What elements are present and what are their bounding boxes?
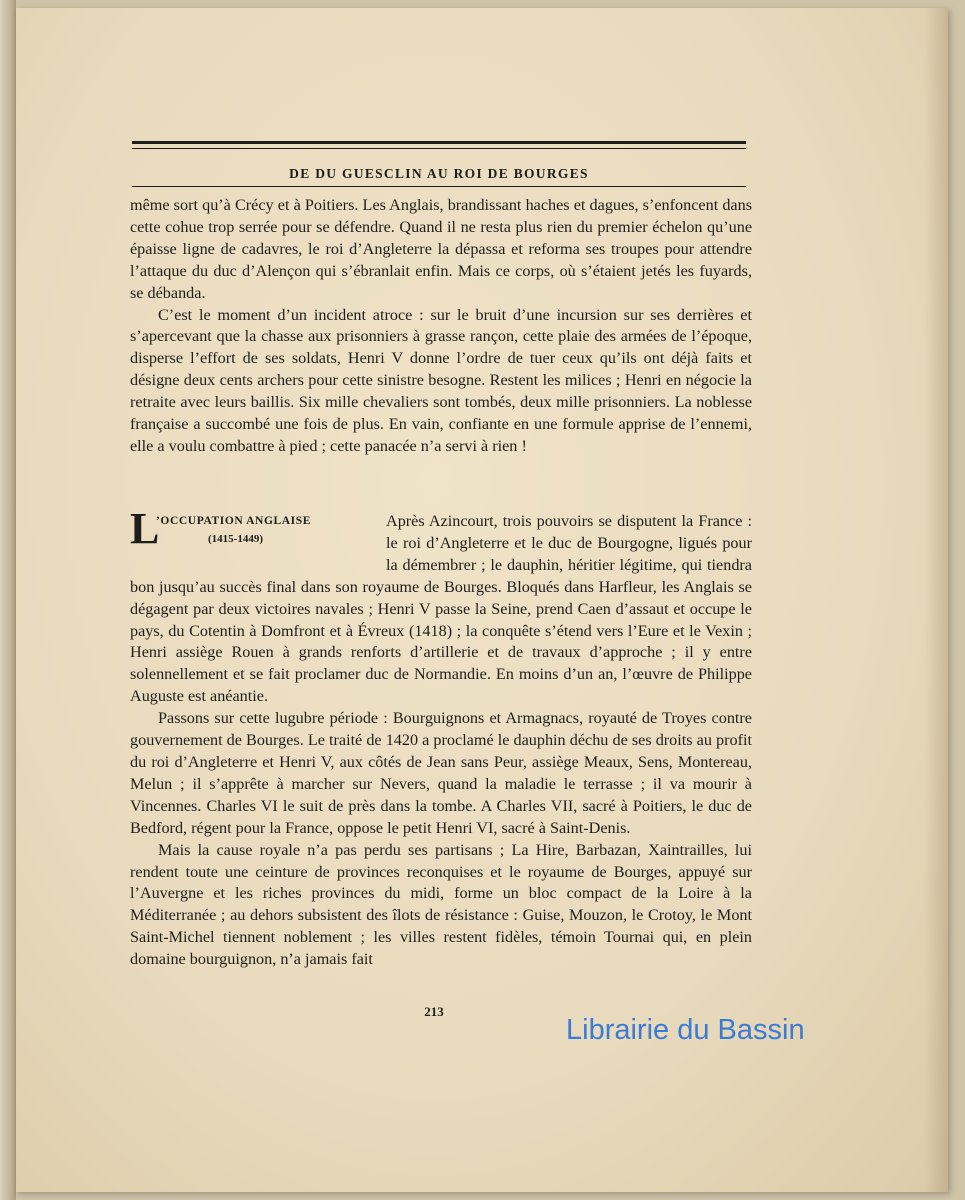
drop-cap: L — [130, 504, 160, 553]
book-page — [16, 8, 948, 1192]
section-dates: (1415-1449) — [208, 533, 263, 545]
paragraph: même sort qu’à Crécy et à Poitiers. Les Anglais, brandissant haches et dagues, s’enfoncent dans cette cohue trop serrée pour se défendre. Quand il ne resta plus rien du premier échelon qu’une épaisse ligne de cadavres, le roi d’Angleterre la dépassa et reforma ses troupes pour attendre l’attaque du duc d’Alençon qui s’ébranlait enfin. Mais ce corps, où s’étaient jetés les fuyards, se débanda. — [130, 196, 752, 302]
paragraph: Après Azincourt, trois pouvoirs se disputent la France : le roi d’Angleterre et le duc de Bourgogne, ligués pour la démembrer ; le dauphin, héritier légitime, qui tiendra bon jusqu’au succès final dans son royaume de Bourges. Bloqués dans Harfleur, les Anglais se dégagent par deux victoires navales ; Henri V passe la Seine, prend Caen d’assaut et occupe le pays, du Cotentin à Domfront et à Évreux (1418) ; la conquête s’étend vers l’Eure et le Vexin ; Henri assiège Rouen à grands renforts d’artillerie et de travaux d’approche ; il y entre solennellement et se fait proclamer duc de Normandie. En moins d’un an, l’œuvre de Philippe Auguste est anéantie. — [130, 512, 752, 706]
watermark-text: Librairie du Bassin — [566, 1014, 805, 1046]
running-head-rule — [132, 186, 746, 187]
header-rule-thin — [132, 148, 746, 149]
book-spine — [0, 0, 16, 1200]
header-rule-thick — [132, 141, 746, 144]
paragraph: C’est le moment d’un incident atroce : sur le bruit d’une incursion sur ses derrières et s’apercevant que la chasse aux prisonniers à grasse rançon, cette plaie des armées de l’époque, disperse l’effort de ses soldats, Henri V donne l’ordre de tuer ceux qu’ils ont déjà faits et désigne deux cents archers pour cette sinistre besogne. Restent les milices ; Henri en négocie la retraite avec leurs baillis. Six mille chevaliers sont tombés, deux mille prisonniers. La noblesse française a succombé une fois de plus. En vain, confiante en une formule apprise de l’ennemi, elle a voulu combattre à pied ; cette panacée n’a servi à rien ! — [130, 305, 752, 455]
page-number: 213 — [424, 1004, 444, 1019]
paragraph: Passons sur cette lugubre période : Bourguignons et Armagnacs, royauté de Troyes contre gouvernement de Bourges. Le traité de 1420 a proclamé le dauphin déchu de ses droits au profit du roi d’Angleterre et Henri V, aux côtés de Jean sans Peur, assiège Meaux, Sens, Montereau, Melun ; il s’apprête à marcher sur Nevers, quand la maladie le terrasse ; il va mourir à Vincennes. Charles VI le suit de près dans la tombe. A Charles VII, sacré à Poitiers, le duc de Bedford, régent pour la France, oppose le petit Henri VI, sacré à Saint-Denis. — [130, 709, 752, 837]
page-edge-shadow — [924, 8, 948, 1192]
section-title: ’OCCUPATION ANGLAISE — [156, 515, 312, 527]
paragraph: Mais la cause royale n’a pas perdu ses partisans ; La Hire, Barbazan, Xaintrailles, lui rendent toute une ceinture de provinces reconquises et le royaume de Bourges, appuyé sur l’Auvergne et les riches provinces du midi, forme un bloc compact de la Loire à la Méditerranée ; au dehors subsistent des îlots de résistance : Guise, Mouzon, le Crotoy, le Mont Saint-Michel tiennent noblement ; les villes restent fidèles, témoin Tournai qui, en plein domaine bourguignon, n’a jamais fait — [130, 840, 752, 969]
text-block-top — [130, 195, 752, 458]
section-occupation-anglaise — [130, 504, 752, 971]
section-heading — [130, 504, 376, 555]
running-head: DE DU GUESCLIN AU ROI DE BOURGES — [289, 166, 589, 181]
